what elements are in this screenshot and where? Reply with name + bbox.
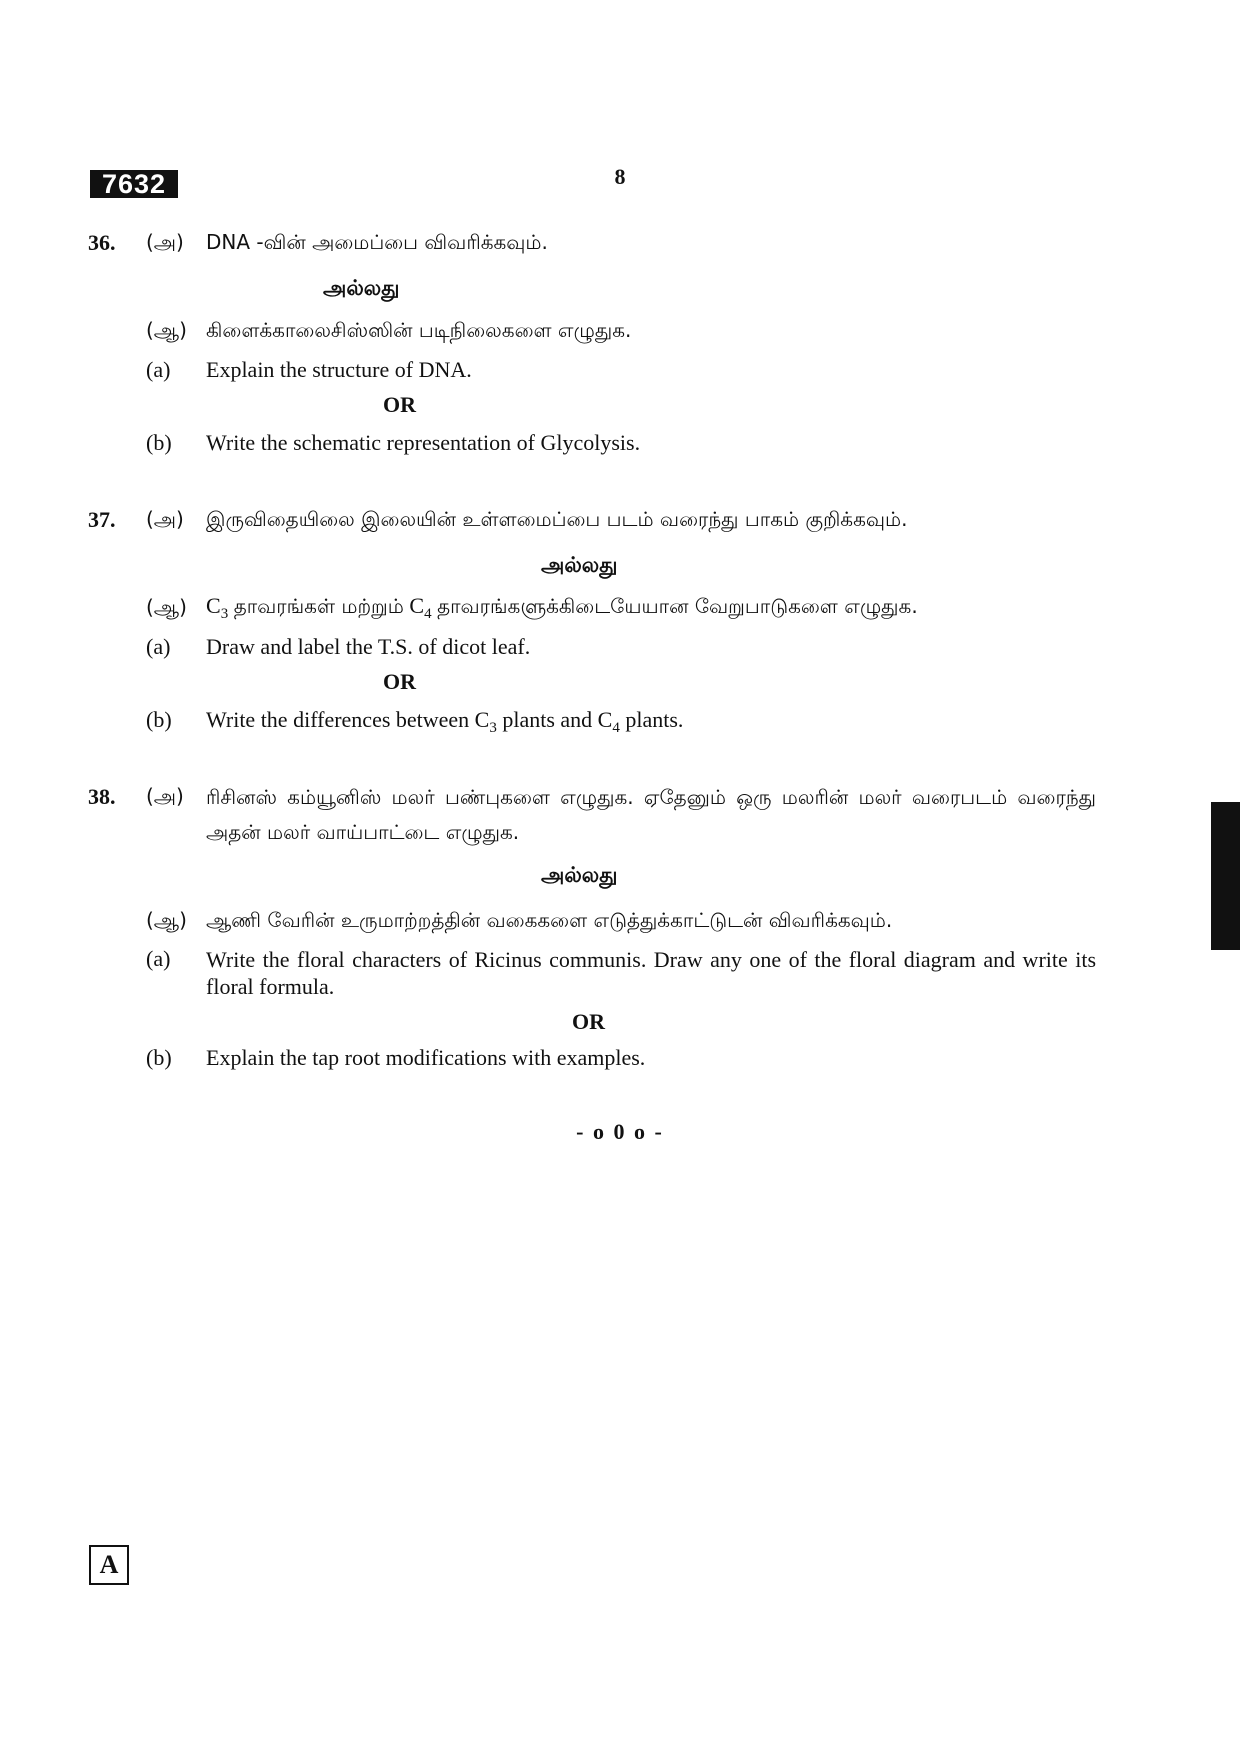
q36-option-a-ta-text: DNA -வின் அமைப்பை விவரிக்கவும். [206,230,548,254]
q38-option-a-en-label: (a) [146,946,171,971]
q37-b-ta-end: தாவரங்களுக்கிடையேயான வேறுபாடுகளை எழுதுக. [437,594,918,618]
q37-option-b-en-label: (b) [146,707,172,732]
q38-option-b-en-label: (b) [146,1045,172,1070]
q37-option-b-ta-label: (ஆ) [146,595,187,619]
q37-b-ta-mid: தாவரங்கள் மற்றும் [233,594,404,618]
q36-or-english: OR [383,392,416,417]
q37-c4-subscript: 4 [424,606,432,622]
q37-b-en-start: Write the differences between C [206,707,490,732]
page-number: 8 [614,164,626,189]
q37-c3-subscript: 3 [220,606,229,622]
q36-option-b-ta-label: (ஆ) [146,318,187,342]
q36-option-b-en-text: Write the schematic representation of Glycolysis. [206,430,641,455]
q36-option-b-ta-text: கிளைக்காலைசிஸ்ஸின் படிநிலைகளை எழுதுக. [206,318,632,342]
q38-option-b-en-text: Explain the tap root modifications with examples. [206,1045,646,1070]
q37-b-en-end: plants. [625,707,684,732]
q37-option-b-en-text [206,707,684,736]
q38-option-b-ta-label: (ஆ) [146,908,187,932]
q37-b-en-mid: plants and C [502,707,613,732]
q38-option-a-ta-text: ரிசினஸ் கம்யூனிஸ் மலர் பண்புகளை எழுதுக. ஏதேனும் ஒரு மலரின் மலர் வரைபடம் வரைந்து அதன் மலர் வாய்பாட்டை எழுதுக. [206,785,1096,844]
q38-or-tamil: அல்லது [541,863,618,887]
version-letter-box: A [89,1545,129,1585]
q37-en-c3-subscript: 3 [489,720,497,736]
q38-option-b-ta-text: ஆணி வேரின் உருமாற்றத்தின் வகைகளை எடுத்துக்காட்டுடன் விவரிக்கவும். [206,908,893,932]
q37-c4-letter: C [409,593,425,618]
q37-en-c4-subscript: 4 [612,720,620,736]
q37-option-a-ta-text: இருவிதையிலை இலையின் உள்ளமைப்பை படம் வரைந்து பாகம் குறிக்கவும். [206,507,908,531]
q37-c3-letter: C [206,593,221,618]
q37-option-a-ta-label: (அ) [146,507,184,531]
q37-option-b-ta-text [206,593,918,621]
q38-or-english: OR [572,1009,605,1034]
question-number-37: 37. [88,507,116,532]
q36-option-b-en-label: (b) [146,430,172,455]
q36-or-tamil: அல்லது [323,276,400,300]
q37-or-english: OR [383,669,416,694]
q36-option-a-ta-label: (அ) [146,230,184,254]
q37-option-a-en-text: Draw and label the T.S. of dicot leaf. [206,634,531,659]
q37-option-a-en-label: (a) [146,634,171,659]
q38-option-a-en-text: Write the floral characters of Ricinus communis. Draw any one of the floral diagram and write its floral formula. [206,947,1096,999]
q37-or-tamil: அல்லது [541,553,618,577]
question-number-36: 36. [88,230,116,255]
question-number-38: 38. [88,784,116,809]
end-of-paper-mark: - o 0 o - [576,1119,664,1144]
page-edge-tab [1211,802,1240,950]
q36-option-a-en-text: Explain the structure of DNA. [206,357,472,382]
q38-option-a-ta-label: (அ) [146,784,184,808]
paper-code-badge: 7632 [90,170,178,198]
q36-option-a-en-label: (a) [146,357,171,382]
